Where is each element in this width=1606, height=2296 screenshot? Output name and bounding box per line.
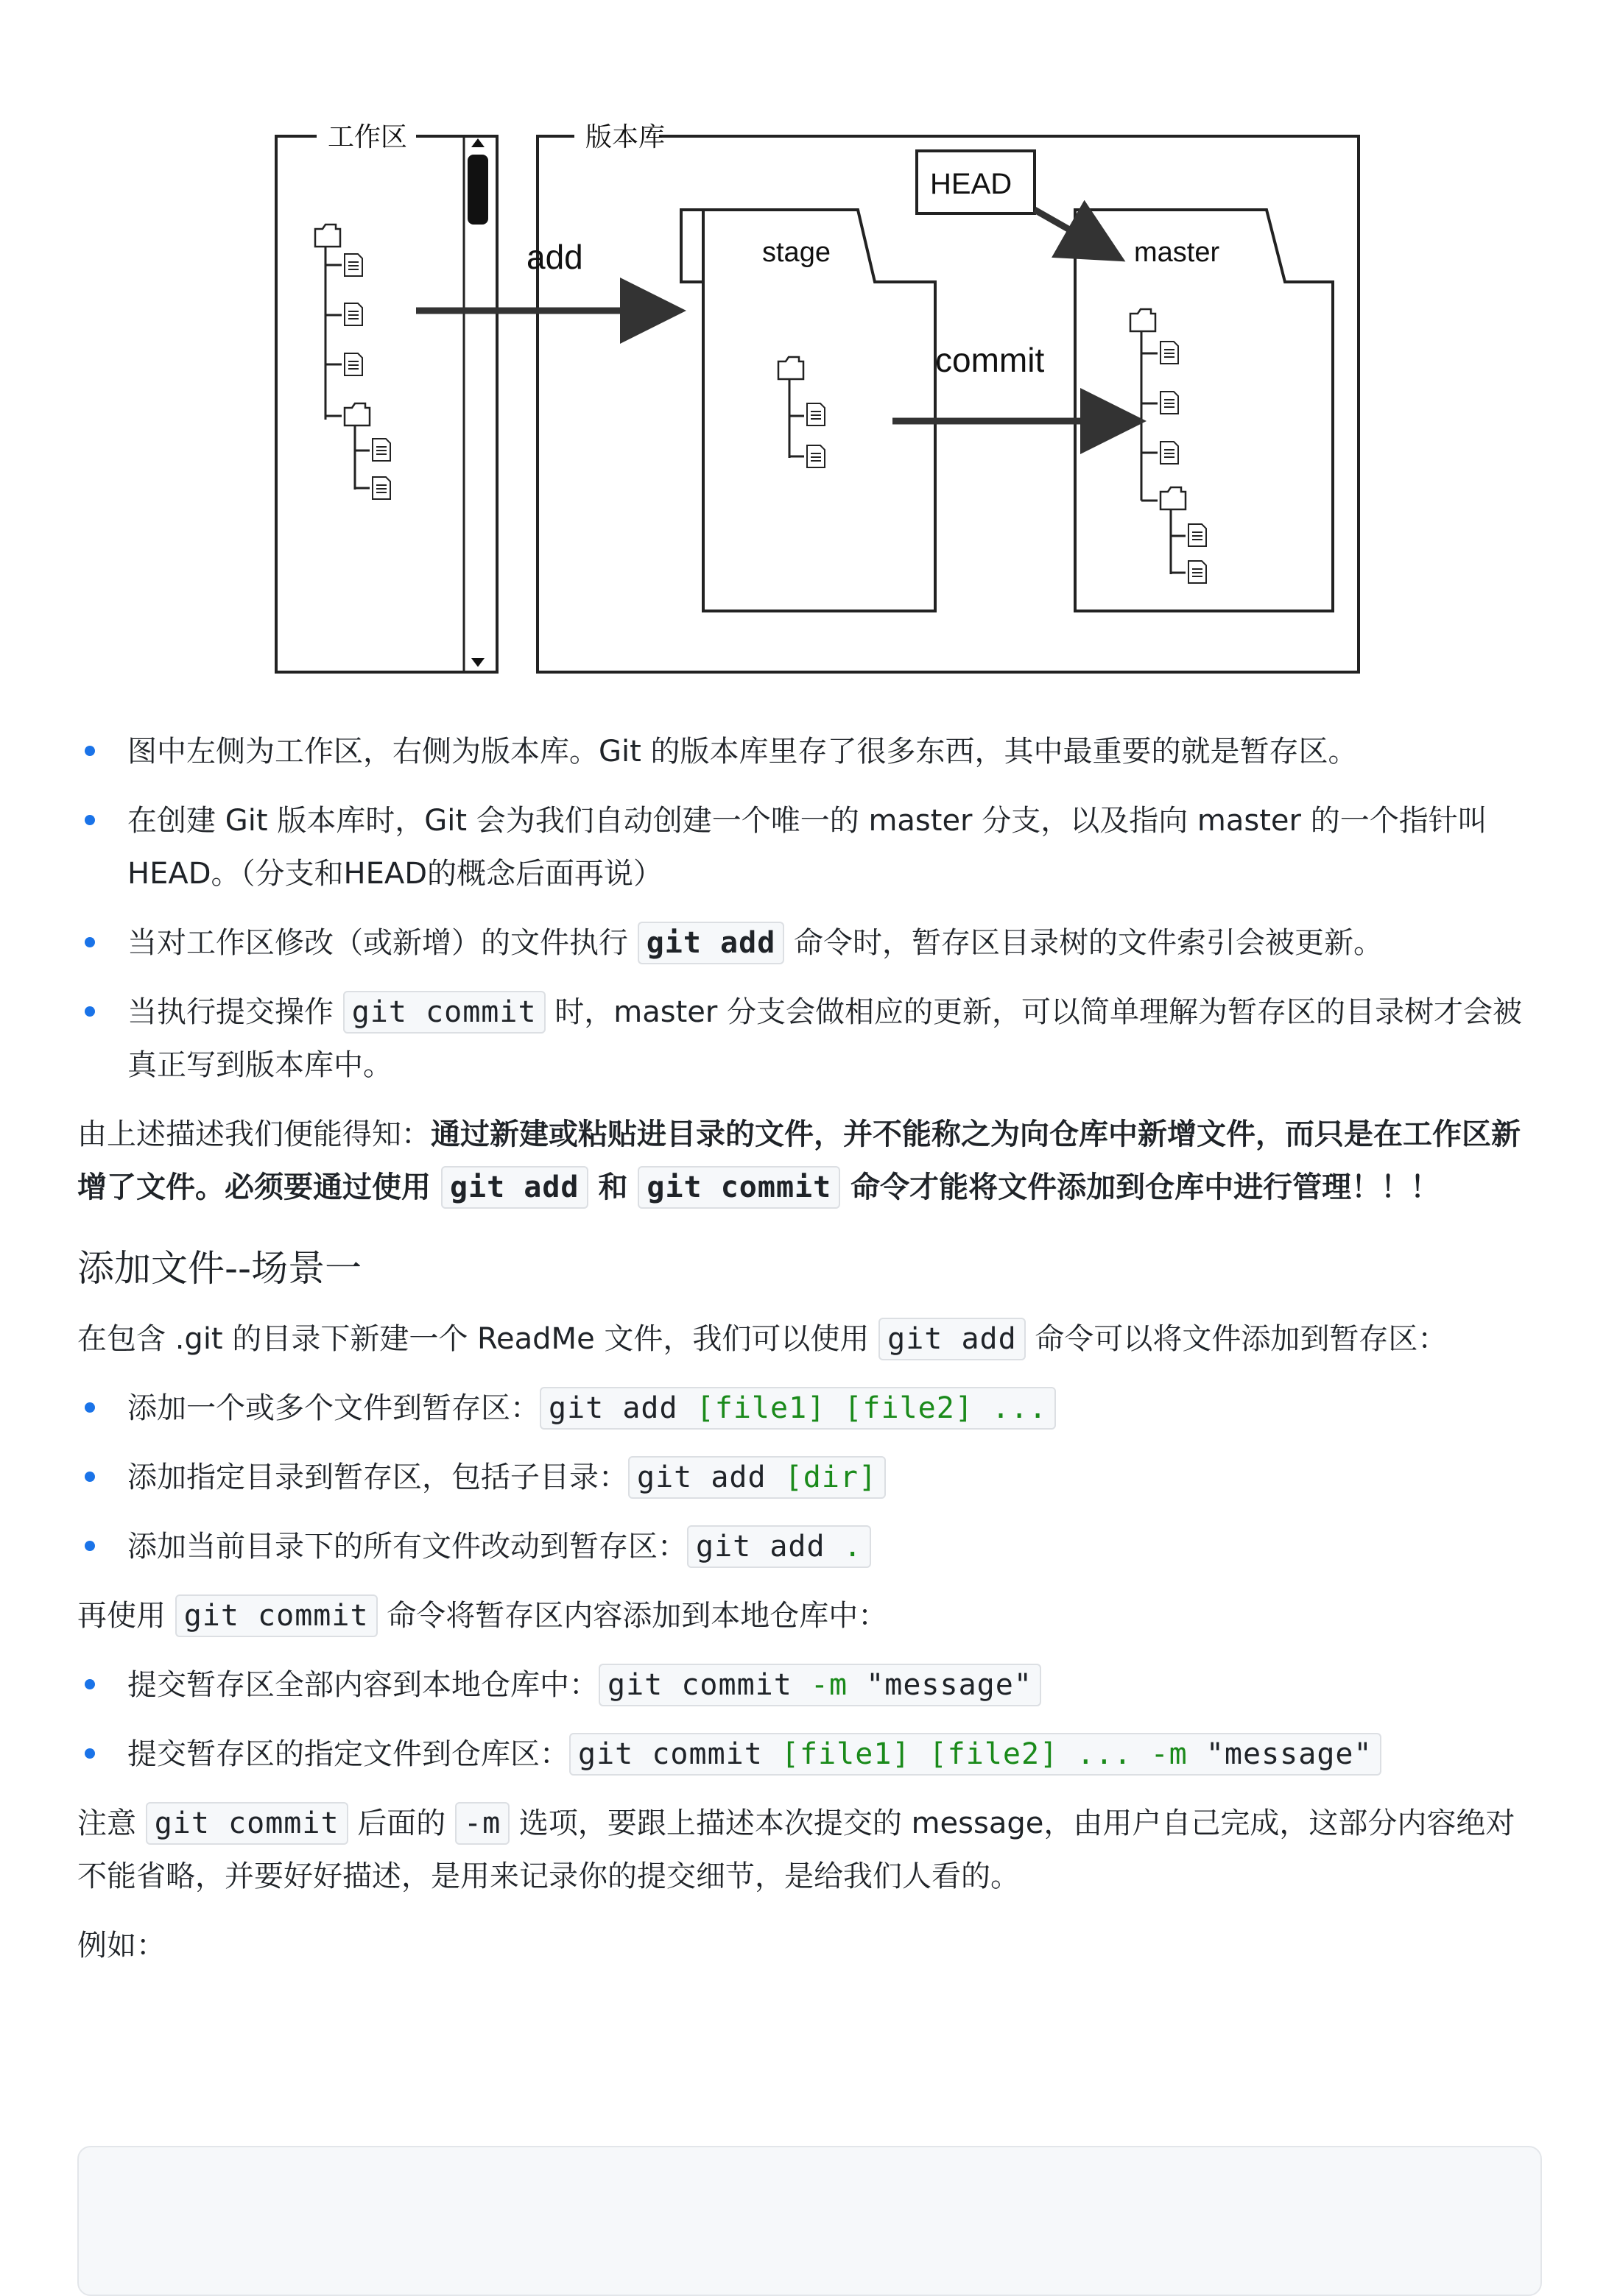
list-item [77, 1520, 1539, 1573]
bullet-dot-icon [85, 815, 95, 825]
code-command: git add [637, 1460, 767, 1494]
list-item [77, 1382, 1539, 1435]
list-item-text: 当执行提交操作 [127, 995, 343, 1029]
article-content [77, 725, 1539, 1988]
summary-text: 由上述描述我们便能得知： [77, 1117, 431, 1151]
list-item [77, 986, 1539, 1092]
summary-bold-text: 和 [588, 1170, 638, 1204]
commit-intro-paragraph [77, 1589, 1539, 1642]
example-label: 例如： [77, 1929, 166, 1963]
git-workflow-diagram [272, 110, 1362, 677]
repo-label: 版本库 [585, 121, 666, 152]
add-arrow [416, 238, 666, 311]
git-add-list [77, 1382, 1539, 1573]
scroll-up-arrow-icon [471, 138, 485, 147]
list-item [77, 1728, 1539, 1781]
list-item [77, 725, 1539, 778]
code-args: [file1] [file2] ... [696, 1391, 1048, 1425]
intro-text: 命令可以将文件添加到暂存区： [1025, 1322, 1448, 1356]
inline-code [540, 1387, 1056, 1430]
list-item-text: 命令时，暂存区目录树的文件索引会被更新。 [784, 926, 1384, 960]
list-item [77, 1451, 1539, 1504]
code-command: git commit [607, 1668, 792, 1702]
stage-label: stage [762, 237, 831, 268]
master-label: master [1134, 237, 1220, 268]
list-item [77, 1659, 1539, 1712]
bullet-dot-icon [85, 746, 95, 756]
inline-code [687, 1525, 871, 1568]
intro-paragraph [77, 1313, 1539, 1366]
git-commit-list [77, 1659, 1539, 1781]
bullet-dot-icon [85, 1402, 95, 1413]
code-args: . [843, 1530, 862, 1564]
code-command: git add [549, 1391, 678, 1425]
list-item-text: 时，master 分支会做相应的更新，可以简单理解为暂存区的目录树才会被真正写到版本库中。 [127, 995, 1523, 1082]
bullet-dot-icon [85, 937, 95, 947]
note-text: 选项，要跟上描述本次提交的 message，由用户自己完成，这部分内容绝对不能省略，并要好好描述，是用来记录你的提交细节，是给我们人看的。 [77, 1806, 1515, 1893]
head-label: HEAD [930, 168, 1012, 200]
code-command: git add [696, 1530, 825, 1564]
inline-code [628, 1456, 886, 1499]
add-label: add [526, 238, 583, 276]
list-item-text: 当对工作区修改（或新增）的文件执行 [127, 926, 638, 960]
section-title: 添加文件--场景一 [77, 1247, 362, 1290]
bullet-dot-icon [85, 1006, 95, 1017]
list-item-text: 图中左侧为工作区，右侧为版本库。Git 的版本库里存了很多东西，其中最重要的就是暂存区。 [127, 735, 1358, 769]
code-block [77, 2146, 1542, 2296]
commit-intro-text: 再使用 [77, 1599, 175, 1633]
bullet-dot-icon [85, 1541, 95, 1551]
code-option: -m [1150, 1737, 1188, 1771]
inline-code: git commit [146, 1802, 348, 1845]
bullet-dot-icon [85, 1472, 95, 1482]
stage-folder [681, 210, 935, 611]
master-folder [1075, 210, 1333, 611]
summary-bold-text: 通过新建或粘贴进目录的文件，并不能称之为向仓库中新增文件，而只是在工作区新增了文件。必须要通过使用 [77, 1117, 1521, 1204]
list-item [77, 794, 1539, 900]
list-item-text: 添加当前目录下的所有文件改动到暂存区： [127, 1530, 687, 1564]
note-paragraph [77, 1797, 1539, 1903]
scrollbar-thumb [468, 155, 488, 225]
workspace-tree [315, 225, 390, 499]
inline-code [569, 1733, 1381, 1776]
note-text: 注意 [77, 1806, 146, 1840]
commit-arrow [892, 341, 1127, 421]
code-option: -m [810, 1668, 848, 1702]
inline-code: git commit [175, 1594, 378, 1637]
commit-label: commit [935, 341, 1045, 379]
list-item-text: 提交暂存区的指定文件到仓库区： [127, 1737, 569, 1771]
inline-code: git add [441, 1166, 588, 1209]
list-item-text: 添加一个或多个文件到暂存区： [127, 1391, 540, 1425]
list-item [77, 916, 1539, 969]
head-pointer [917, 151, 1108, 252]
intro-text: 在包含 .git 的目录下新建一个 ReadMe 文件，我们可以使用 [77, 1322, 879, 1356]
summary-paragraph [77, 1108, 1539, 1214]
diagram-notes-list [77, 725, 1539, 1092]
summary-bold-text: 命令才能将文件添加到仓库中进行管理！！！ [840, 1170, 1440, 1204]
code-args: [file1] [file2] ... [781, 1737, 1133, 1771]
list-item-text: 提交暂存区全部内容到本地仓库中： [127, 1668, 599, 1702]
git-diagram-svg [272, 110, 1362, 677]
commit-intro-text: 命令将暂存区内容添加到本地仓库中： [377, 1599, 888, 1633]
scroll-down-arrow-icon [471, 658, 485, 667]
workspace-frame [276, 121, 497, 672]
bullet-dot-icon [85, 1679, 95, 1689]
code-message: "message" [866, 1668, 1032, 1702]
inline-code: git add [878, 1318, 1026, 1360]
list-item-text: 添加指定目录到暂存区，包括子目录： [127, 1460, 628, 1494]
inline-code [599, 1664, 1041, 1706]
workspace-label: 工作区 [328, 121, 408, 152]
list-item-text: 在创建 Git 版本库时，Git 会为我们自动创建一个唯一的 master 分支，以及指向 master 的一个指针叫 HEAD。（分支和HEAD的概念后面再说） [127, 804, 1487, 891]
code-message: "message" [1205, 1737, 1373, 1771]
code-args: [dir] [784, 1460, 878, 1494]
code-command: git commit [578, 1737, 763, 1771]
note-text: 后面的 [348, 1806, 455, 1840]
inline-code: git add [638, 922, 785, 964]
inline-code: -m [455, 1802, 510, 1845]
head-arrow [1035, 210, 1108, 252]
inline-code: git commit [343, 991, 546, 1034]
inline-code: git commit [638, 1166, 840, 1209]
bullet-dot-icon [85, 1748, 95, 1759]
